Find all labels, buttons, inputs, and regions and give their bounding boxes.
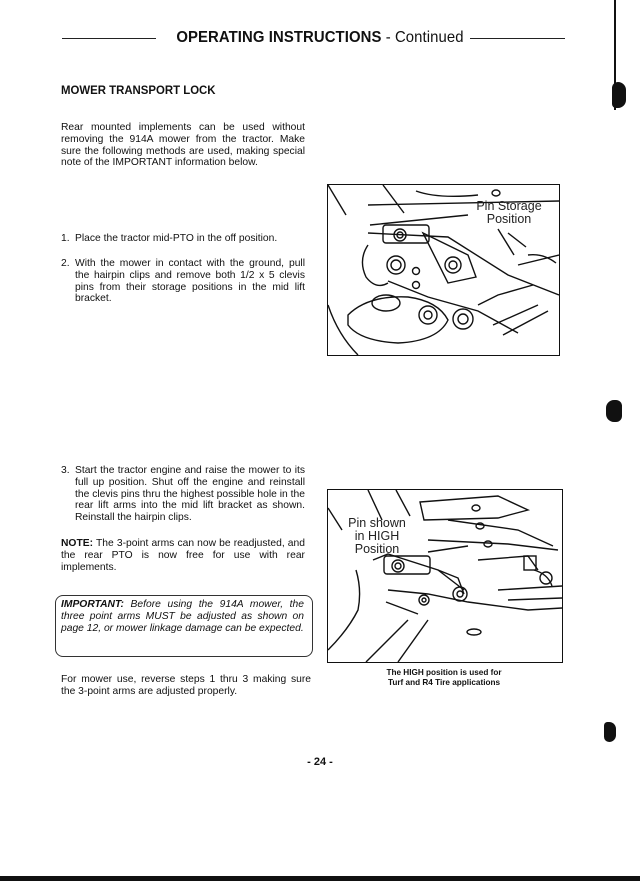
important-label: IMPORTANT: (61, 599, 124, 610)
step-text: Start the tractor engine and raise the mower to its full up position. Shut off the engine and reinstall the clevis pins thru the highest possible hole in the rear lift arms into the mid lift bracket as shown. Reinstall the hairpin clips. (75, 465, 305, 524)
figure-label-line: Position (354, 542, 400, 556)
figure-pin-storage-label (469, 200, 549, 226)
step-number: 1. (61, 233, 70, 244)
figure-pin-high-label (342, 517, 412, 556)
figure-label-line: Pin shown (348, 516, 406, 530)
binding-edge-blot (604, 722, 616, 742)
note-paragraph (61, 538, 305, 573)
bottom-scan-edge (0, 876, 640, 881)
header-title: OPERATING INSTRUCTIONS (176, 29, 382, 46)
caption-line: The HIGH position is used for (386, 668, 502, 677)
binding-edge-blot (606, 400, 622, 422)
figure-label-line: Position (486, 212, 532, 226)
important-text: Before using the 914A mower, the three point arms MUST be adjusted as shown on page 12, or mower linkage damage can be expected. (61, 599, 304, 634)
step-3 (61, 465, 311, 535)
step-text: With the mower in contact with the ground, pull the hairpin clips and remove both 1/2 x 5 clevis pins from their storage positions in the mid lift bracket. (75, 258, 305, 305)
header-rule-right (470, 38, 565, 39)
figure-pin-high (327, 489, 563, 663)
note-text: The 3-point arms can now be readjusted, and the rear PTO is now free for use with rear implements. (61, 538, 305, 573)
step-number: 2. (61, 258, 70, 269)
step-number: 3. (61, 465, 70, 476)
caption-line: Turf and R4 Tire applications (387, 678, 501, 687)
mower-use-paragraph: For mower use, reverse steps 1 thru 3 making sure the 3-point arms are adjusted properly. (61, 674, 311, 697)
intro-paragraph: Rear mounted implements can be used without removing the 914A mower from the tractor. Make sure the following methods are used, making special note of the IMPORTANT information below. (61, 122, 305, 169)
binding-edge-blot (612, 82, 626, 108)
figure-label-line: in HIGH (354, 529, 400, 543)
step-2 (61, 258, 311, 308)
step-1 (61, 233, 311, 247)
figure-label-line: Pin Storage (476, 199, 542, 213)
figure-pin-storage (327, 184, 560, 356)
note-label: NOTE: (61, 538, 94, 549)
section-title: MOWER TRANSPORT LOCK (61, 83, 216, 97)
page-number: - 24 - (307, 756, 333, 768)
important-paragraph (61, 599, 304, 634)
figure-caption (333, 668, 555, 688)
header-continued: - Continued (381, 29, 464, 46)
step-text: Place the tractor mid-PTO in the off position. (75, 233, 278, 244)
